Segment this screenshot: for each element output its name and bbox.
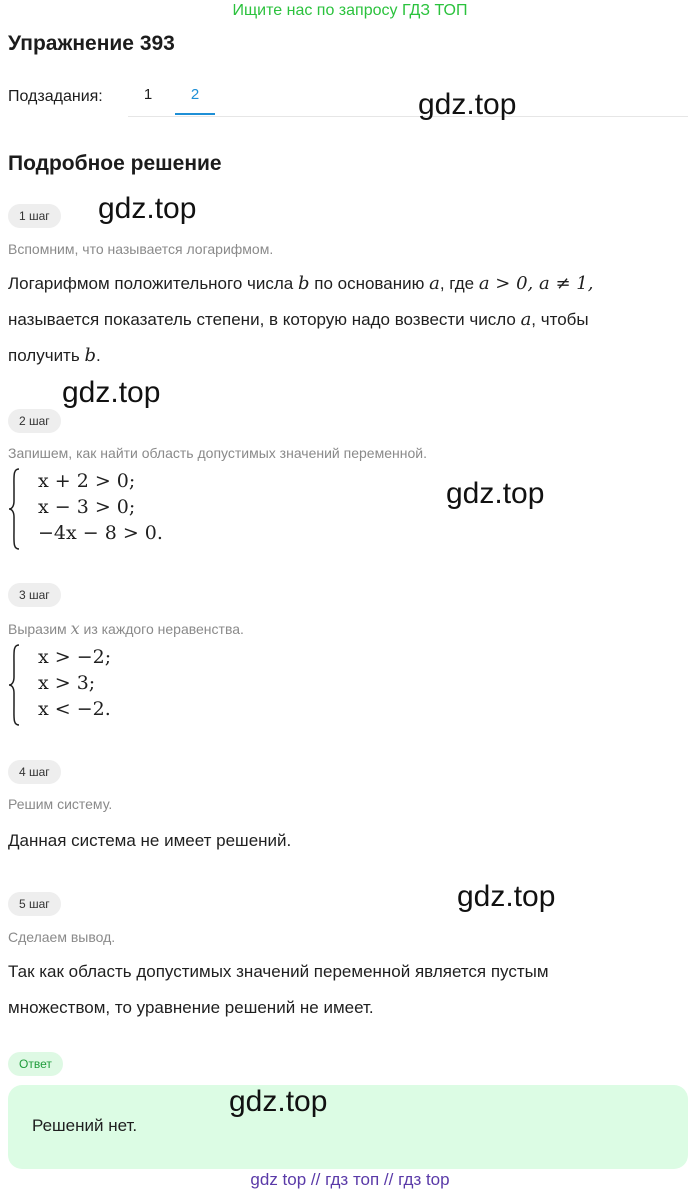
step-text-line (8, 302, 688, 338)
system-line: x > −2; (38, 646, 112, 668)
system-line: x − 3 > 0; (38, 496, 136, 518)
step-hint (8, 619, 244, 638)
step-badge: 1 шаг (8, 204, 61, 228)
system-line: x + 2 > 0; (38, 470, 136, 492)
system-line: x > 3; (38, 672, 96, 694)
promo-banner[interactable]: Ищите нас по запросу ГДЗ ТОП (232, 2, 468, 19)
step-badge: 3 шаг (8, 583, 61, 607)
text-fragment: . (95, 346, 101, 365)
subtasks-label: Подзадания: (8, 88, 103, 105)
text-fragment: получить (8, 346, 80, 365)
step-hint: Сделаем вывод. (8, 929, 116, 945)
watermark: gdz.top (418, 88, 517, 121)
text-fragment: , где (439, 274, 475, 293)
step-badge: 2 шаг (8, 409, 61, 433)
step-text-line (8, 266, 688, 302)
step-hint: Вспомним, что называется логарифмом. (8, 241, 274, 257)
page-title: Упражнение 393 (8, 32, 175, 55)
watermark: gdz.top (98, 192, 197, 225)
text-fragment: Выразим (8, 621, 67, 637)
step-text-line (8, 338, 688, 374)
math-var: x (70, 619, 80, 638)
math-condition: a > 0, a ≠ 1, (478, 273, 594, 294)
subtask-tabs (128, 76, 688, 117)
text-fragment: из каждого неравенства. (83, 621, 244, 637)
step-badge: 4 шаг (8, 760, 61, 784)
step-text: Данная система не имеет решений. (8, 831, 292, 850)
footer-links[interactable]: gdz top // гдз топ // гдз top (250, 1170, 450, 1189)
math-var: b (297, 273, 310, 294)
text-fragment: по основанию (314, 274, 425, 293)
math-var: a (429, 273, 440, 294)
tab-subtask-2[interactable]: 2 (190, 86, 200, 103)
text-fragment: называется показатель степени, в которую надо возвести число (8, 310, 516, 329)
math-var: b (84, 345, 96, 366)
step-text-line: Так как область допустимых значений переменной является пустым (8, 962, 549, 981)
tab-subtask-1[interactable]: 1 (143, 86, 153, 103)
watermark: gdz.top (457, 880, 556, 913)
section-title: Подробное решение (8, 152, 222, 175)
step-badge: 5 шаг (8, 892, 61, 916)
watermark: gdz.top (229, 1085, 328, 1118)
watermark: gdz.top (62, 376, 161, 409)
watermark: gdz.top (446, 477, 545, 510)
step-text (8, 266, 688, 374)
step-hint: Запишем, как найти область допустимых значений переменной. (8, 445, 427, 461)
answer-text: Решений нет. (32, 1116, 138, 1135)
step-text-line: множеством, то уравнение решений не имеет. (8, 998, 374, 1017)
inequality-system (8, 470, 308, 552)
system-line: x < −2. (38, 698, 111, 720)
text-fragment: Логарифмом положительного числа (8, 274, 294, 293)
active-tab-indicator (175, 113, 215, 115)
step-text (8, 954, 688, 1026)
system-line: −4x − 8 > 0. (38, 522, 163, 544)
step-hint: Решим систему. (8, 796, 113, 812)
text-fragment: , чтобы (531, 310, 589, 329)
curly-brace-icon (8, 468, 20, 550)
answer-badge: Ответ (8, 1052, 63, 1076)
inequality-system (8, 646, 308, 728)
math-var: a (520, 309, 532, 330)
curly-brace-icon (8, 644, 20, 726)
